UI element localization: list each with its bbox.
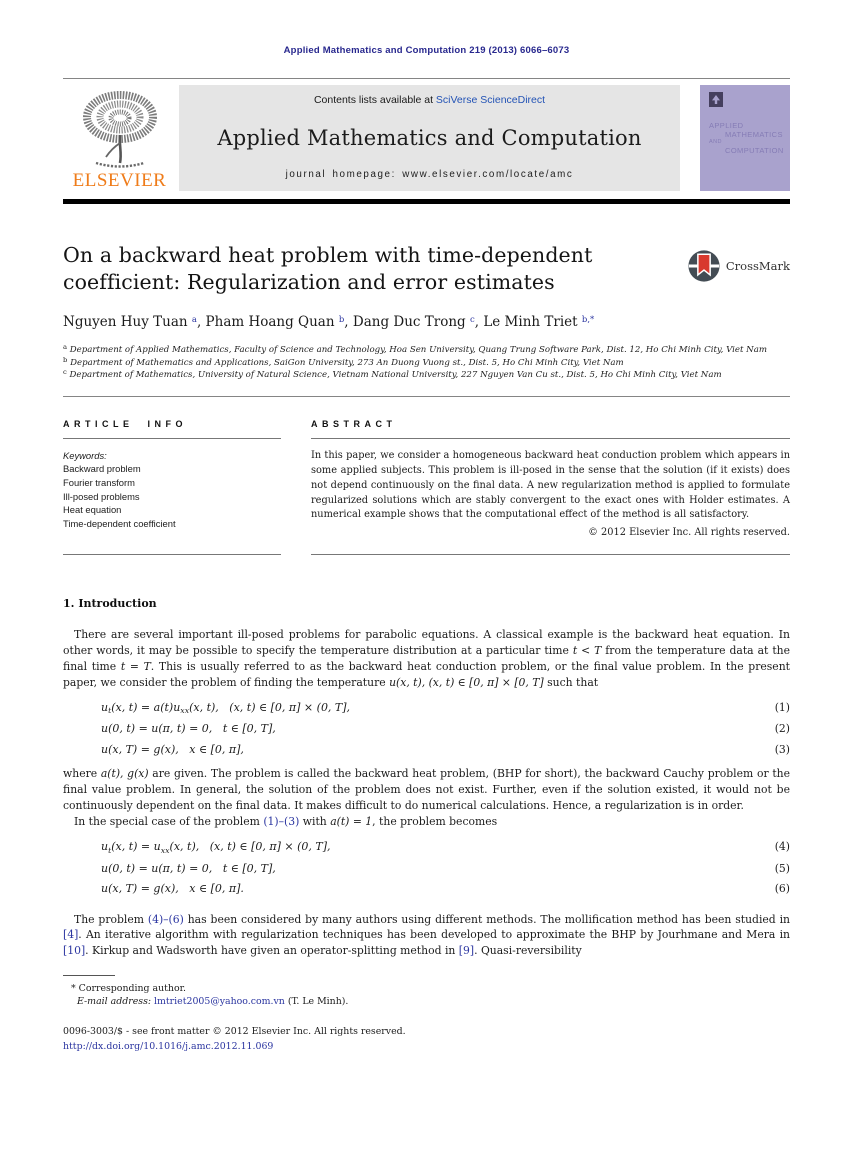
text-run: t [108,845,112,855]
citation-link[interactable]: (4)–(6) [147,912,184,926]
text-run: t ∈ [0, T], [222,722,276,736]
affiliation-line [63,357,790,370]
corresponding-author-note [63,983,790,994]
equation-group-2 [63,837,790,900]
abstract-heading: ABSTRACT [311,418,397,429]
header-banner [179,85,680,191]
equation-body [63,837,331,859]
equation-number: (4) [774,840,790,854]
equation-body [63,879,244,900]
equation-body [63,859,276,880]
abstract-text: In this paper, we consider a homogeneous backward heat conduction problem which appears in some applied subjects. This problem is ill-posed in the sense that the solution (if it exists) does not depend continuously on the final data. A new regularization method is applied to formulate regularized solutions which are stably convergent to the exact ones with Holder estimates. A numerical example shows that the computational effect of the method is all satisfactory. [311,449,790,521]
text-run: xx [180,706,190,716]
abstract-column [311,419,790,556]
text-run: xx [160,845,170,855]
text-run: E-mail address: [77,996,155,1008]
text-run: There are several important ill-posed problems for parabolic equations. A classical example is the backward heat equation. In other words, it may be possible to specify the temperature distribution at a particular time [63,628,790,658]
article-info-column [63,419,281,556]
copyright-line: © 2012 Elsevier Inc. All rights reserved. [588,527,790,539]
text-run: t = T [120,660,151,674]
keyword-item: Ill-posed problems [63,490,140,502]
text-run: b [63,355,68,364]
header-separator-bar [63,199,790,204]
text-run [199,840,210,853]
text-run: . An iterative algorithm with regularization techniques has been developed to approximate the BHP by Jourhmane and Mera in [78,928,790,942]
text-run [212,722,223,735]
text-run [212,862,223,875]
cover-logo-icon [709,92,723,107]
article-info-rule [63,438,281,439]
article-info-heading: ARTICLE INFO [63,418,187,429]
text-run: from the temperature data at the final time [63,644,791,674]
text-run: , Dang Duc Trong [344,314,470,330]
text-run: are given. The problem is called the backward heat problem, (BHP for short), the backward Cauchy problem or the final value problem. In general, the solution of the problem does not exist. Further, even if the solution existed, it would not be continuously dependent on the final data. It makes difficult to do numerical calculations. Hence, a regularization is in order. [63,767,791,813]
affiliation-line [63,369,790,382]
equation-group-1 [63,698,790,761]
crossmark-label: CrossMark [725,259,790,273]
text-run: The problem [74,912,148,926]
author-affil-sup: a [191,314,197,325]
intro-paragraph-2 [63,766,790,814]
elsevier-logo[interactable] [63,85,176,191]
keywords-label: Keywords: [63,449,107,461]
sciverse-sciencedirect-link[interactable]: SciVerse ScienceDirect [435,94,546,106]
text-run: u(x, t), (x, t) ∈ [0, π] × [0, T] [389,676,544,690]
cover-title-line: COMPUTATION [725,146,784,155]
crossmark-icon [687,248,721,284]
text-run: Nguyen Huy Tuan [63,314,192,330]
keyword-item: Heat equation [63,504,122,516]
text-run: u(0, t) = u(π, t) = 0, [101,861,213,875]
equation-number: (3) [774,742,790,756]
text-run: a(t), g(x) [100,767,149,781]
keyword-item: Backward problem [63,463,141,475]
text-run: * Corresponding author. [71,983,187,995]
text-run: (x, t) = u [111,840,161,854]
equation-row [63,859,790,880]
text-run: u [101,700,109,714]
citation-link[interactable]: [9] [458,944,475,958]
equation-body [63,719,276,740]
crossmark-badge[interactable] [687,248,790,284]
text-run: , the problem becomes [372,815,498,829]
text-run: Department of Mathematics, University of Natural Science, Vietnam National University, 227 Nguyen Van Cu st., Dist. 5, Ho Chi Minh City, Viet Nam [66,370,722,381]
text-run: t < T [572,644,602,658]
text-run: (x, t) ∈ [0, π] × (0, T], [209,840,331,854]
citation-link[interactable]: [4] [63,928,79,942]
equation-body [63,698,350,720]
cover-title-line: APPLIED [709,121,744,130]
text-run: u [101,840,109,854]
text-run: u(x, T) = g(x), [101,882,179,896]
journal-reference: Applied Mathematics and Computation 219 (2013) 6066–6073 [283,45,570,56]
text-run: u(0, t) = u(π, t) = 0, [101,722,213,736]
text-run: . This is usually referred to as the backward heat conduction problem, or the final value problem. In the present paper, we consider the problem of finding the temperature [63,660,790,690]
cover-title-line: MATHEMATICS [725,130,783,139]
author-affil-sup: b [338,314,345,325]
equation-number: (5) [774,861,790,875]
text-run: x ∈ [0, π], [189,742,244,756]
text-run: u(x, T) = g(x), [101,742,179,756]
author-affil-sup: c [469,314,475,325]
issn-line: 0096-3003/$ - see front matter © 2012 Elsevier Inc. All rights reserved. [63,1026,406,1038]
article-title: On a backward heat problem with time-dependent coefficient: Regularization and error estimates [63,243,593,294]
equation-row [63,879,790,900]
equation-body [63,740,244,761]
equation-row [63,719,790,740]
text-run: a [63,343,68,351]
journal-title: Applied Mathematics and Computation [217,125,642,150]
elsevier-tree-icon [70,91,170,171]
equation-row [63,740,790,761]
text-run: Department of Mathematics and Applications, SaiGon University, 273 An Duong Vuong st., Dist. 5, Ho Chi Minh City, Viet Nam [67,357,624,368]
contents-line [314,94,545,106]
text-run: In the special case of the problem [74,815,264,829]
header-top-rule [63,78,790,79]
journal-homepage-link[interactable]: journal homepage: www.elsevier.com/locate/amc [285,169,574,180]
abstract-rule [311,438,790,439]
text-run [179,882,190,895]
cover-title-line: AND [709,139,722,145]
footnote-block [63,975,790,1007]
text-run: (x, t), [189,700,219,714]
text-run: x ∈ [0, π]. [189,882,244,896]
imprint-block [63,1025,790,1054]
doi-link[interactable]: http://dx.doi.org/10.1016/j.amc.2012.11.069 [63,1040,274,1052]
journal-header [63,85,790,191]
journal-cover-thumbnail[interactable] [700,85,790,191]
text-run: such that [543,676,599,690]
intro-paragraph-4 [63,912,790,960]
text-run: , Le Minh Triet [474,314,582,330]
authors-line [63,314,790,330]
text-run: t [108,706,112,716]
keyword-item: Fourier transform [63,476,135,488]
email-address-line [63,996,790,1007]
text-run: with [299,815,331,829]
text-run [179,743,190,756]
text-run: . Quasi-reversibility [474,944,582,958]
text-run [219,701,230,714]
text-run: c [63,368,67,377]
citation-link[interactable]: [10] [63,944,86,958]
email-link[interactable]: lmtriet2005@yahoo.com.vn [154,996,285,1008]
affiliation-line [63,344,790,357]
intro-paragraph-3 [63,814,790,830]
text-run: , Pham Hoang Quan [196,314,339,330]
text-run: where [63,767,101,781]
section-heading-introduction: 1. Introduction [63,597,157,611]
text-run: a(t) = 1 [330,815,373,829]
equation-number: (2) [774,722,790,736]
affiliations-block [63,344,790,382]
text-run: t ∈ [0, T], [222,861,276,875]
text-run: Department of Applied Mathematics, Faculty of Science and Technology, Hoa Sen University, Quang Trung Software Park, Dist. 12, Ho Chi Minh City, Viet Nam [67,345,767,355]
footnote-rule [63,975,115,976]
text-run: (x, t), [169,840,200,854]
equation-number: (6) [774,882,790,896]
keyword-item: Time-dependent coefficient [63,517,176,529]
equation-row [63,698,790,720]
text-run: (x, t) = a(t)u [111,700,181,714]
text-run: (x, t) ∈ [0, π] × (0, T], [229,700,351,714]
author-affil-sup: b,* [581,314,595,325]
intro-paragraph-1 [63,627,790,691]
text-run: (T. Le Minh). [284,996,349,1008]
text-run: . Kirkup and Wadsworth have given an operator-splitting method in [85,944,459,958]
citation-link[interactable]: (1)–(3) [263,815,300,829]
text-run: has been considered by many authors using different methods. The mollification method has been studied in [183,912,790,926]
contents-prefix: Contents lists available at [313,94,436,106]
equation-row [63,837,790,859]
equation-number: (1) [774,700,790,714]
affiliations-rule [63,396,790,397]
elsevier-wordmark: ELSEVIER [72,170,167,191]
